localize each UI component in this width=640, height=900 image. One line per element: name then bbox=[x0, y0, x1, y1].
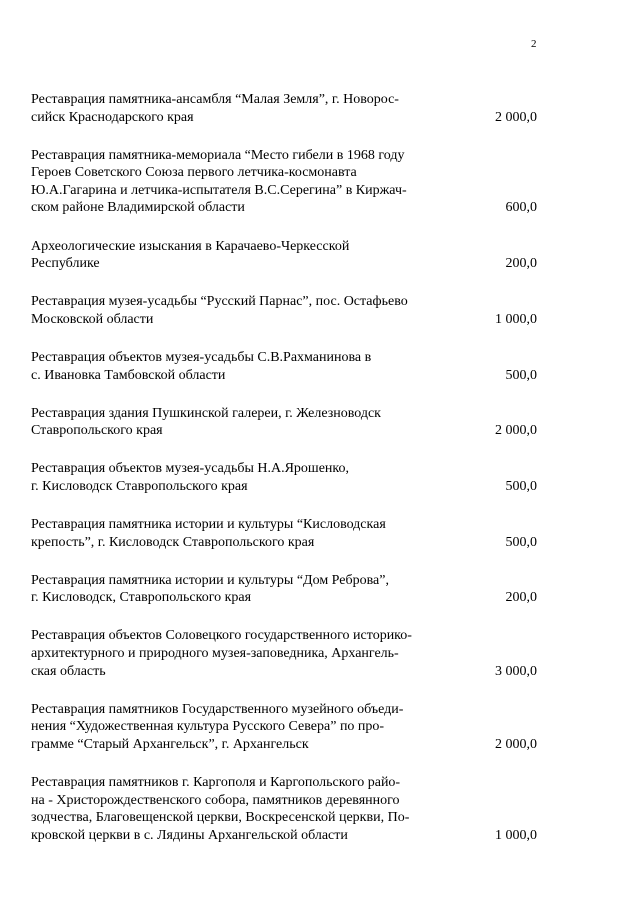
list-item bbox=[31, 516, 537, 551]
entry-description-line: Реставрация памятника истории и культуры “Дом Реброва”, bbox=[31, 572, 389, 588]
entry-description bbox=[31, 627, 451, 680]
expenditure-list bbox=[31, 91, 537, 865]
entry-description bbox=[31, 349, 451, 384]
list-item bbox=[31, 293, 537, 328]
entry-amount: 500,0 bbox=[505, 534, 537, 550]
entry-amount: 200,0 bbox=[505, 590, 537, 606]
entry-description bbox=[31, 293, 451, 328]
list-item bbox=[31, 774, 537, 844]
entry-description bbox=[31, 91, 451, 126]
entry-amount: 2 000,0 bbox=[495, 736, 537, 752]
entry-description-line: Реставрация музея-усадьбы “Русский Парнас”, пос. Остафьево bbox=[31, 294, 408, 310]
entry-description bbox=[31, 572, 451, 607]
entry-description-line: Московской области bbox=[31, 311, 154, 327]
entry-amount: 1 000,0 bbox=[495, 311, 537, 327]
entry-description-line: кровской церкви в с. Лядины Архангельской области bbox=[31, 827, 348, 843]
entry-description-line: нения “Художественная культура Русского Севера” по про- bbox=[31, 719, 385, 735]
entry-description-line: крепость”, г. Кисловодск Ставропольского края bbox=[31, 534, 315, 550]
entry-description-line: Реставрация памятника-мемориала “Место гибели в 1968 году bbox=[31, 147, 405, 163]
entry-description-line: зодчества, Благовещенской церкви, Воскресенской церкви, По- bbox=[31, 810, 410, 826]
list-item bbox=[31, 238, 537, 273]
entry-description bbox=[31, 405, 451, 440]
entry-description-line: Реставрация здания Пушкинской галереи, г. Железноводск bbox=[31, 405, 381, 421]
entry-description-line: г. Кисловодск Ставропольского края bbox=[31, 478, 248, 494]
list-item bbox=[31, 460, 537, 495]
list-item bbox=[31, 572, 537, 607]
entry-description-line: Ставропольского края bbox=[31, 423, 163, 439]
entry-amount: 1 000,0 bbox=[495, 827, 537, 843]
entry-amount: 500,0 bbox=[505, 367, 537, 383]
entry-description bbox=[31, 238, 451, 273]
entry-amount: 200,0 bbox=[505, 256, 537, 272]
entry-description-line: Реставрация памятника истории и культуры “Кисловодская bbox=[31, 517, 386, 532]
entry-description-line: Реставрация памятников Государственного музейного объеди- bbox=[31, 701, 404, 717]
entry-description-line: сийск Краснодарского края bbox=[31, 109, 194, 125]
entry-description bbox=[31, 701, 451, 754]
entry-description bbox=[31, 516, 451, 551]
list-item bbox=[31, 91, 537, 126]
entry-amount: 2 000,0 bbox=[495, 109, 537, 125]
entry-description bbox=[31, 147, 451, 217]
entry-description-line: Археологические изыскания в Карачаево-Черкесской bbox=[31, 238, 350, 254]
entry-description-line: Республике bbox=[31, 256, 100, 272]
entry-description-line: Реставрация объектов музея-усадьбы Н.А.Ярошенко, bbox=[31, 461, 349, 477]
entry-description-line: Реставрация памятника-ансамбля “Малая Земля”, г. Новорос- bbox=[31, 92, 399, 107]
page-number: 2 bbox=[531, 38, 537, 50]
list-item bbox=[31, 147, 537, 217]
entry-amount: 500,0 bbox=[505, 478, 537, 494]
entry-description-line: Реставрация объектов Соловецкого государственного историко- bbox=[31, 628, 412, 644]
entry-description-line: на - Христорождественского собора, памятников деревянного bbox=[31, 792, 400, 808]
list-item bbox=[31, 349, 537, 384]
entry-amount: 2 000,0 bbox=[495, 423, 537, 439]
entry-description bbox=[31, 774, 451, 844]
entry-description-line: Ю.А.Гагарина и летчика-испытателя В.С.Серегина” в Киржач- bbox=[31, 182, 407, 198]
entry-description-line: ская область bbox=[31, 663, 106, 679]
entry-description-line: Героев Советского Союза первого летчика-космонавта bbox=[31, 165, 357, 181]
list-item bbox=[31, 405, 537, 440]
entry-amount: 600,0 bbox=[505, 200, 537, 216]
entry-description-line: Реставрация памятников г. Каргополя и Каргопольского райо- bbox=[31, 774, 401, 790]
entry-description-line: ском районе Владимирской области bbox=[31, 200, 245, 216]
entry-amount: 3 000,0 bbox=[495, 663, 537, 679]
entry-description-line: архитектурного и природного музея-заповедника, Архангель- bbox=[31, 645, 399, 661]
entry-description bbox=[31, 460, 451, 495]
entry-description-line: грамме “Старый Архангельск”, г. Архангельск bbox=[31, 736, 309, 752]
entry-description-line: г. Кисловодск, Ставропольского края bbox=[31, 590, 252, 606]
entry-description-line: Реставрация объектов музея-усадьбы С.В.Рахманинова в bbox=[31, 349, 372, 365]
entry-description-line: с. Ивановка Тамбовской области bbox=[31, 367, 226, 383]
list-item bbox=[31, 701, 537, 754]
list-item bbox=[31, 627, 537, 680]
